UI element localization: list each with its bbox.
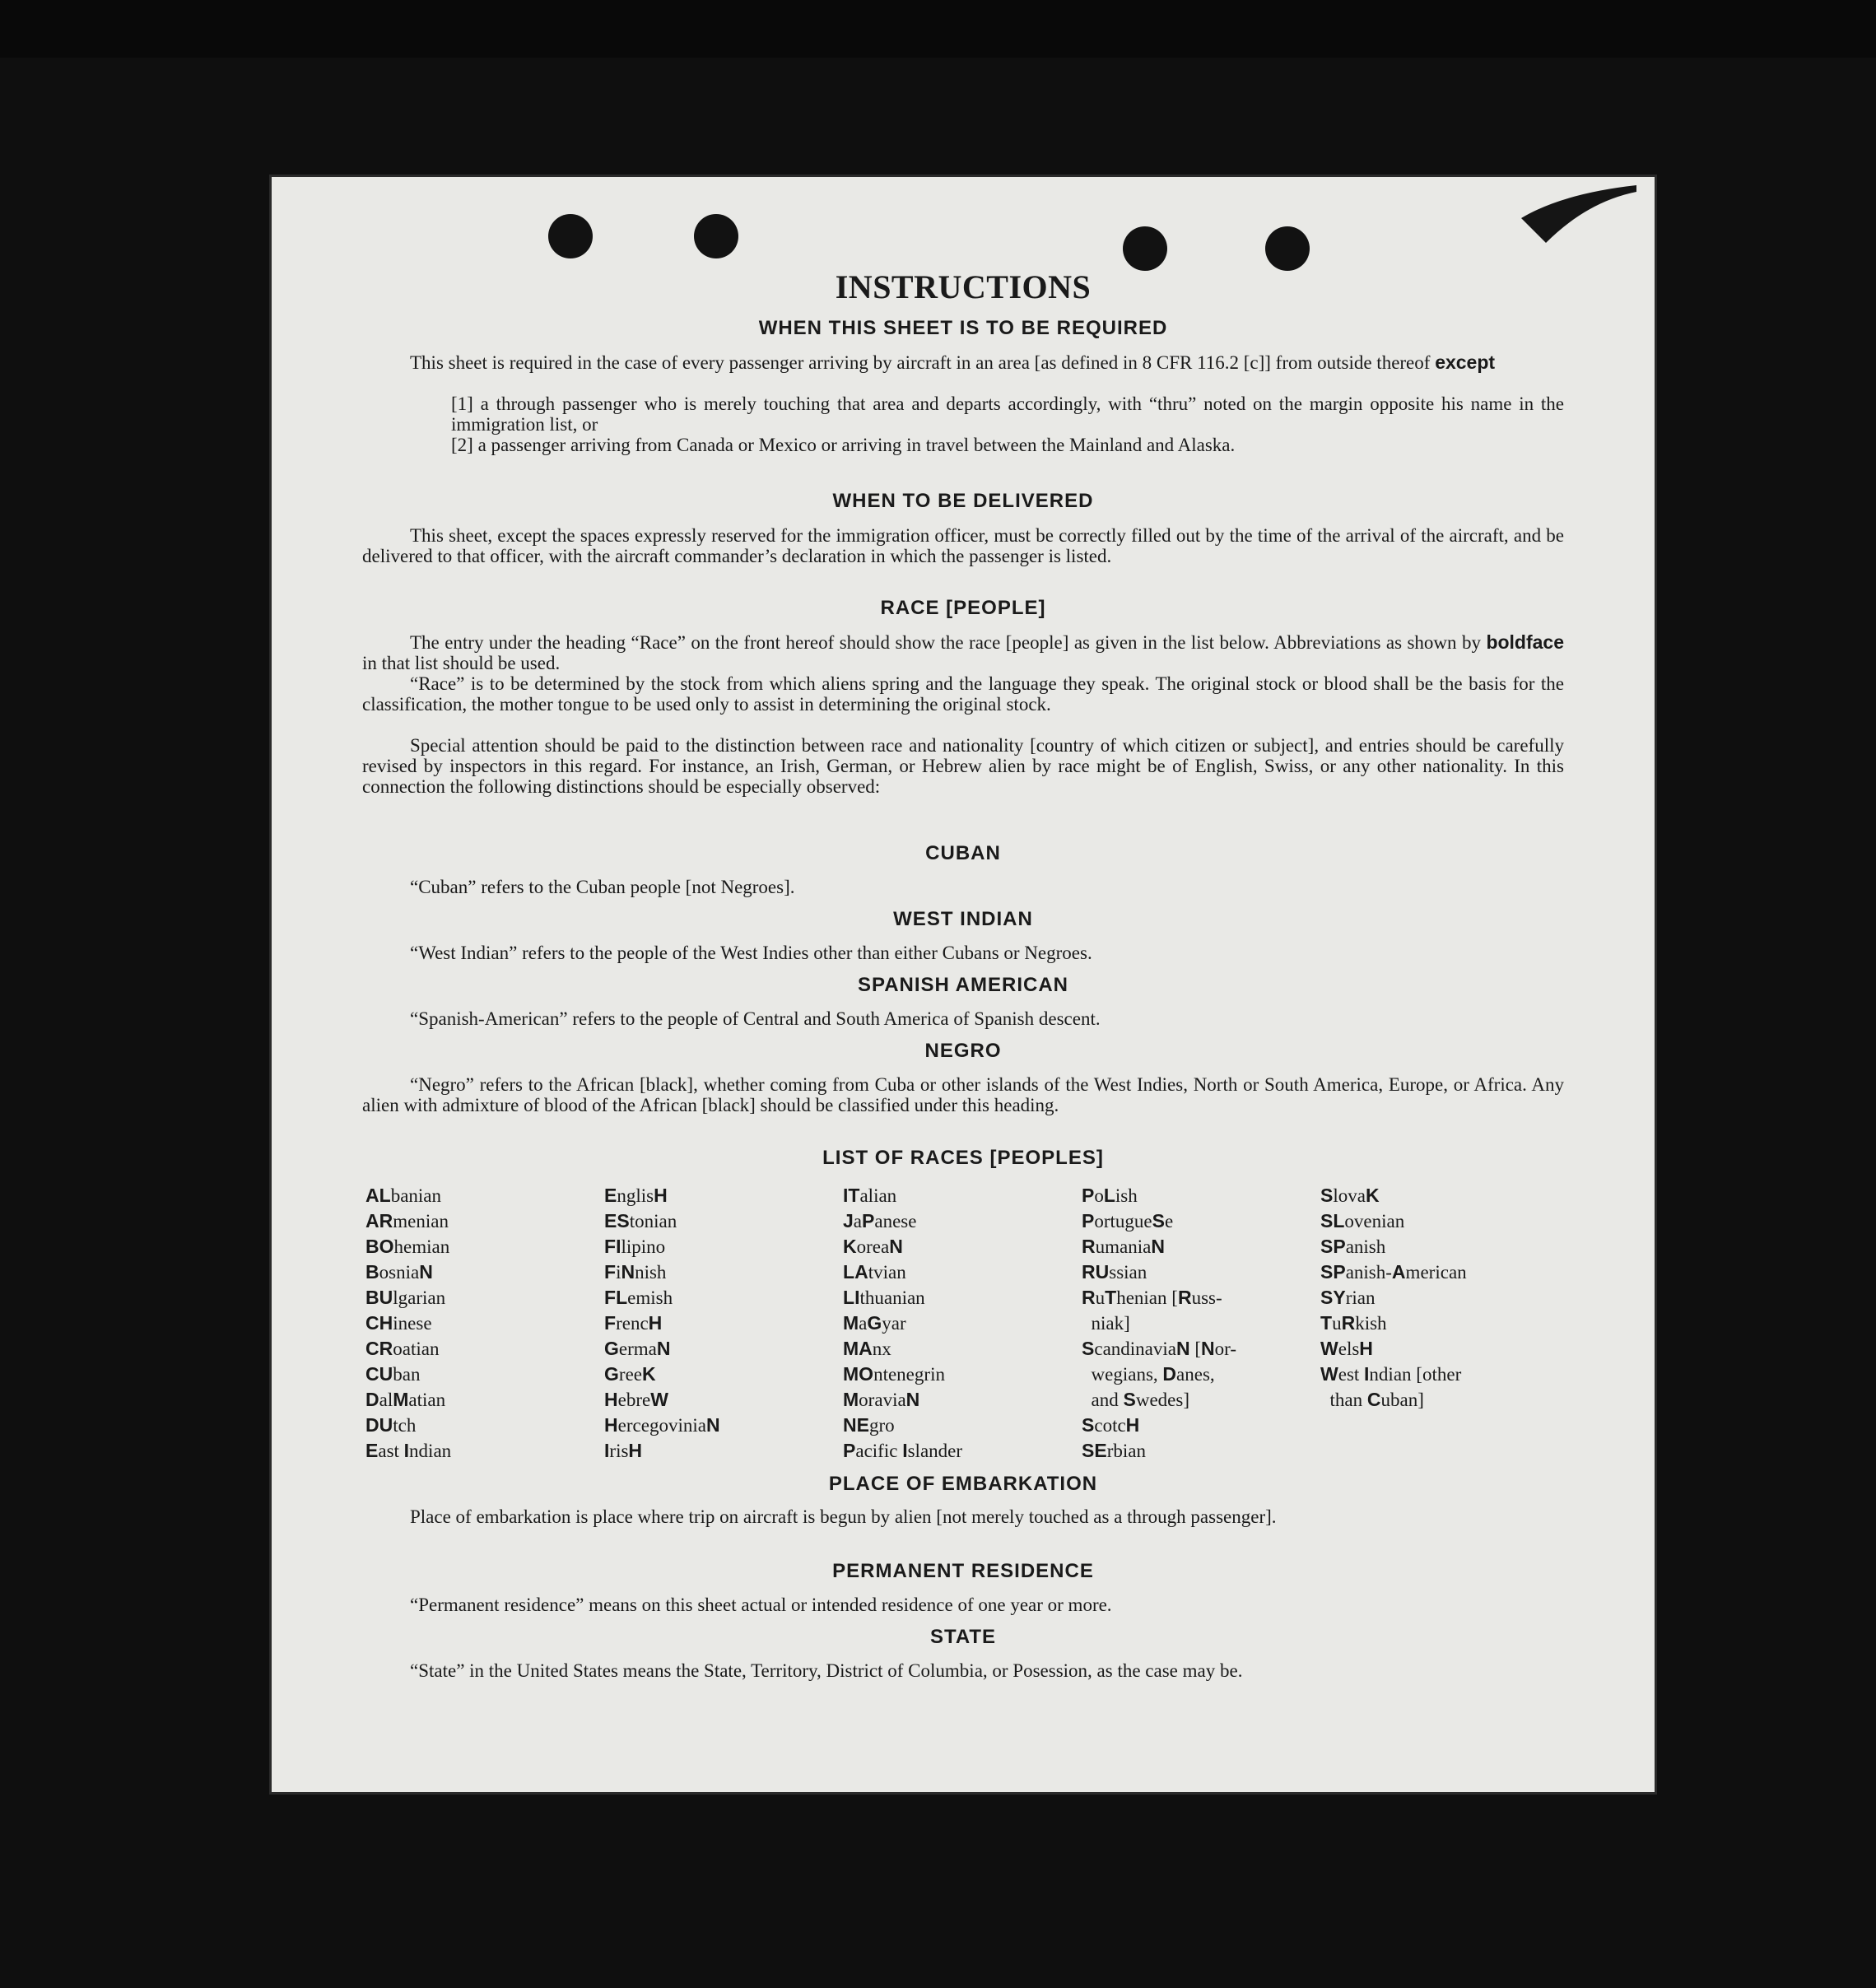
race-entry: LAtvian — [843, 1261, 906, 1283]
race-entry: HercegoviniaN — [604, 1414, 720, 1436]
race-column — [604, 1183, 835, 1464]
race-entry: Pacific Islander — [843, 1440, 963, 1461]
race-entry: EnglisH — [604, 1185, 668, 1206]
list-item: [1] a through passenger who is merely touching that area and departs accordingly, with “thru” noted on the margin opposite his name in the immigration list, or — [451, 393, 1564, 435]
race-entry: PortugueSe — [1082, 1210, 1174, 1231]
section-heading: WHEN TO BE DELIVERED — [832, 490, 1094, 512]
race-column — [843, 1183, 1073, 1464]
race-column — [365, 1183, 596, 1464]
section-heading: PLACE OF EMBARKATION — [828, 1473, 1098, 1495]
race-entry: FLemish — [604, 1287, 673, 1308]
paragraph: “Negro” refers to the African [black], whether coming from Cuba or other islands of the West Indies, North or South America, Europe, or Africa. Any alien with admixture of blood of the African [black] should be classified under this heading. — [362, 1074, 1564, 1115]
race-entry: ALbanian — [365, 1185, 442, 1206]
torn-corner — [1513, 185, 1636, 243]
race-entry: GermaN — [604, 1338, 671, 1359]
race-entry: ScotcH — [1082, 1414, 1140, 1436]
race-entry: SErbian — [1082, 1440, 1146, 1461]
paragraph: “Cuban” refers to the Cuban people [not Negroes]. — [410, 877, 795, 897]
race-entry: TuRkish — [1320, 1312, 1387, 1334]
race-entry: CUban — [365, 1363, 421, 1385]
race-entry: West Indian [other — [1320, 1363, 1462, 1385]
race-entry: FrencH — [604, 1312, 663, 1334]
race-entry: ScandinaviaN [Nor- — [1082, 1338, 1237, 1359]
race-entry: wegians, Danes, — [1091, 1363, 1215, 1385]
section-heading: LIST OF RACES [PEOPLES] — [822, 1147, 1104, 1169]
race-entry: NEgro — [843, 1414, 895, 1436]
section-heading: SPANISH AMERICAN — [857, 974, 1068, 996]
race-entry: RUssian — [1082, 1261, 1147, 1283]
race-entry: BosniaN — [365, 1261, 433, 1283]
paragraph: “Permanent residence” means on this sheet actual or intended residence of one year or more. — [410, 1595, 1112, 1615]
race-entry: ITalian — [843, 1185, 897, 1206]
paragraph: This sheet, except the spaces expressly reserved for the immigration officer, must be correctly filled out by the time of the arrival of the aircraft, and be delivered to that officer, with the aircraft commander’s declaration in which the passenger is listed. — [362, 525, 1564, 566]
race-entry: BUlgarian — [365, 1287, 446, 1308]
race-entry: DUtch — [365, 1414, 417, 1436]
section-heading: CUBAN — [925, 842, 1001, 864]
race-entry: and Swedes] — [1091, 1389, 1189, 1410]
race-entry: SPanish — [1320, 1236, 1386, 1257]
race-entry: RuThenian [Russ- — [1082, 1287, 1222, 1308]
race-entry: IrisH — [604, 1440, 643, 1461]
section-heading: NEGRO — [924, 1040, 1002, 1062]
punch-hole — [1265, 226, 1310, 271]
document-page — [272, 177, 1655, 1792]
paragraph: Place of embarkation is place where trip on aircraft is begun by alien [not merely touched as a through passenger]. — [410, 1506, 1277, 1527]
race-entry: PoLish — [1082, 1185, 1138, 1206]
film-border — [0, 0, 1876, 58]
race-entry: EStonian — [604, 1210, 677, 1231]
race-entry: JaPanese — [843, 1210, 917, 1231]
paragraph: “Spanish-American” refers to the people of Central and South America of Spanish descent. — [410, 1008, 1101, 1029]
race-entry: SlovaK — [1320, 1185, 1380, 1206]
punch-hole — [1123, 226, 1167, 271]
race-entry: MOntenegrin — [843, 1363, 945, 1385]
race-entry: WelsH — [1320, 1338, 1373, 1359]
section-heading: WEST INDIAN — [893, 908, 1033, 930]
race-entry: KoreaN — [843, 1236, 903, 1257]
list-item: [2] a passenger arriving from Canada or Mexico or arriving in travel between the Mainland and Alaska. — [451, 435, 1236, 455]
paragraph: The entry under the heading “Race” on the front hereof should show the race [people] as given in the list below. Abbreviations as shown by boldface in that list should be used. — [362, 631, 1565, 673]
race-entry: ARmenian — [365, 1210, 449, 1231]
race-entry: SLovenian — [1320, 1210, 1405, 1231]
race-entry: MaGyar — [843, 1312, 906, 1334]
paragraph: This sheet is required in the case of every passenger arriving by aircraft in an area [as defined in 8 CFR 116.2 [c]] from outside thereof except — [410, 352, 1496, 373]
race-entry: East Indian — [365, 1440, 452, 1461]
race-entry: SYrian — [1320, 1287, 1376, 1308]
page-title: INSTRUCTIONS — [835, 268, 1092, 305]
race-entry: BOhemian — [365, 1236, 450, 1257]
race-column — [1082, 1183, 1312, 1464]
race-entry: niak] — [1091, 1313, 1130, 1334]
paragraph: Special attention should be paid to the distinction between race and nationality [country of which citizen or subject], and entries should be carefully revised by inspectors in this regard. For instance, an Irish, German, or Hebrew alien by race might be of English, Swiss, or any other nationality. In this connection the following distinctions should be especially observed: — [362, 735, 1564, 797]
paragraph: “West Indian” refers to the people of the West Indies other than either Cubans or Negroes. — [410, 943, 1092, 963]
race-entry: MAnx — [843, 1338, 891, 1359]
race-entry: DalMatian — [365, 1389, 446, 1410]
race-entry: SPanish-American — [1320, 1261, 1467, 1283]
paragraph: “Race” is to be determined by the stock from which aliens spring and the language they speak. The original stock or blood shall be the basis for the classification, the mother tongue to be used only to assist in determining the original stock. — [362, 673, 1564, 715]
race-entry: CRoatian — [365, 1338, 440, 1359]
section-heading: STATE — [929, 1626, 997, 1648]
race-column — [1320, 1183, 1564, 1413]
punch-hole — [694, 214, 738, 258]
race-entry: GreeK — [604, 1363, 656, 1385]
race-entry: RumaniaN — [1082, 1236, 1165, 1257]
race-entry: than Cuban] — [1329, 1389, 1424, 1410]
section-heading: WHEN THIS SHEET IS TO BE REQUIRED — [758, 317, 1168, 339]
race-entry: HebreW — [604, 1389, 668, 1410]
race-entry: FiNnish — [604, 1261, 667, 1283]
race-entry: FIlipino — [604, 1236, 666, 1257]
race-entry: LIthuanian — [843, 1287, 925, 1308]
race-entry: CHinese — [365, 1312, 432, 1334]
punch-hole — [548, 214, 593, 258]
section-heading: RACE [PEOPLE] — [880, 597, 1046, 619]
section-heading: PERMANENT RESIDENCE — [832, 1560, 1094, 1582]
race-entry: MoraviaN — [843, 1389, 920, 1410]
paragraph: “State” in the United States means the State, Territory, District of Columbia, or Posession, as the case may be. — [410, 1660, 1243, 1681]
